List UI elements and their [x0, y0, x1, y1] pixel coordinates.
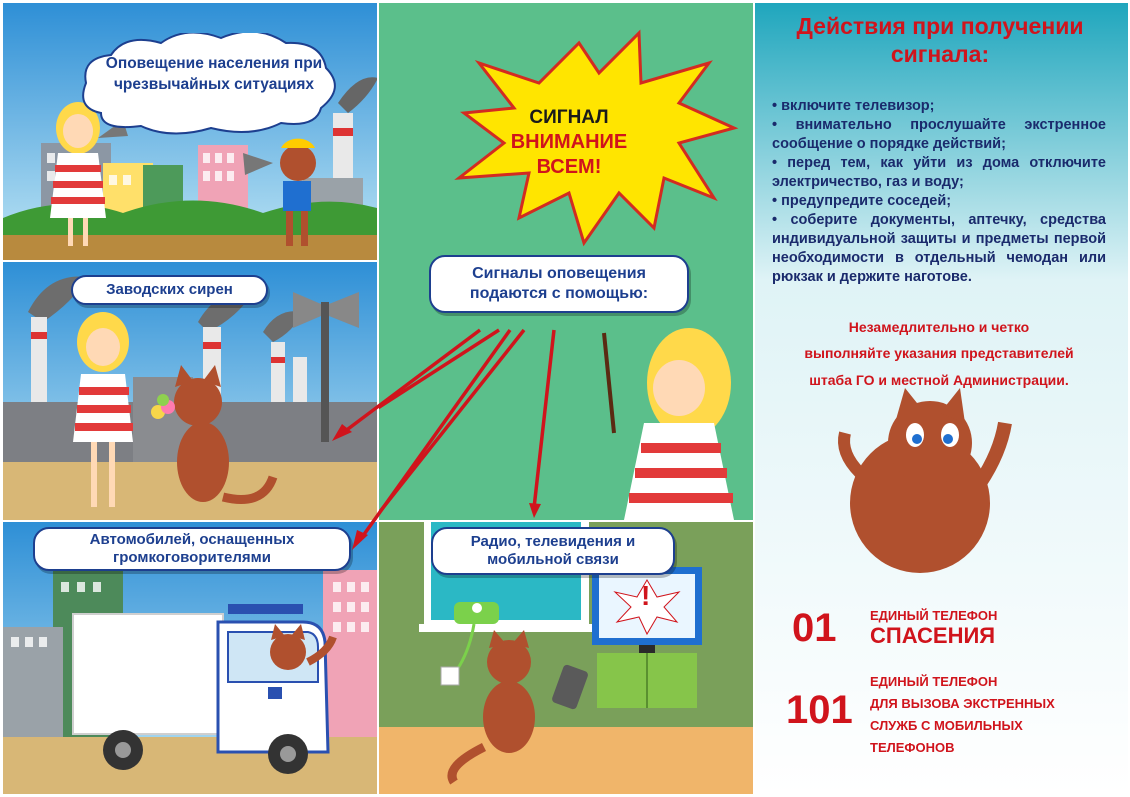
- actions-item: • внимательно прослушайте экстренное сообщение о порядке действий;: [772, 117, 1106, 152]
- signal-text-line1: СИГНАЛ: [529, 107, 609, 128]
- actions-list: [772, 97, 1106, 287]
- actions-note-line2: выполняйте указания представителей: [804, 345, 1074, 361]
- phone-number-01: 01: [792, 606, 837, 650]
- signal-text-line2: ВНИМАНИЕ: [510, 131, 628, 153]
- actions-title: Действия при получении сигнала:: [796, 13, 1084, 67]
- phone-101-line1: ЕДИНЫЙ ТЕЛЕФОН: [870, 674, 998, 689]
- loudspeaker-cars-bubble: Автомобилей, оснащенных громкоговорителями: [33, 527, 351, 571]
- signal-text-line3: ВСЕМ!: [536, 156, 602, 178]
- phone-101-line3: СЛУЖБ С МОБИЛЬНЫХ: [870, 718, 1023, 733]
- panel-factory-sirens: [3, 262, 377, 520]
- panel-signal-center: [379, 3, 753, 520]
- phone-01-line1: ЕДИНЫЙ ТЕЛЕФОН: [870, 608, 998, 623]
- phone-01-line2: СПАСЕНИЯ: [870, 623, 996, 648]
- phone-number-101: 101: [786, 688, 853, 732]
- actions-item: • предупредите соседей;: [772, 193, 952, 209]
- phone-101-line4: ТЕЛЕФОНОВ: [870, 740, 955, 755]
- actions-item: • включите телевизор;: [772, 98, 935, 114]
- actions-note-line3: штаба ГО и местной Администрации.: [809, 372, 1069, 388]
- tv-exclamation: !: [641, 580, 651, 611]
- panel-population-warning: [3, 3, 377, 260]
- radio-tv-mobile-bubble: Радио, телевидения и мобильной связи: [431, 527, 675, 575]
- alerts-bubble: Сигналы оповещения подаются с помощью:: [429, 255, 689, 313]
- actions-item: • перед тем, как уйти из дома отключите электричество, газ и воду;: [772, 155, 1106, 190]
- phone-101-line2: ДЛЯ ВЫЗОВА ЭКСТРЕННЫХ: [870, 696, 1055, 711]
- population-warning-label: Оповещение населения при чрезвычайных ситуациях: [105, 55, 323, 93]
- actions-note-line1: Незамедлительно и четко: [848, 319, 1030, 335]
- panel-loudspeaker-cars: [3, 522, 377, 794]
- factory-sirens-bubble: Заводских сирен: [71, 275, 268, 305]
- panel-radio-tv-mobile: [379, 522, 753, 794]
- actions-item: • соберите документы, аптечку, средства индивидуальной защиты и предметы первой необходимости в отдельный чемодан или рюкзак и держите наготове.: [772, 212, 1106, 285]
